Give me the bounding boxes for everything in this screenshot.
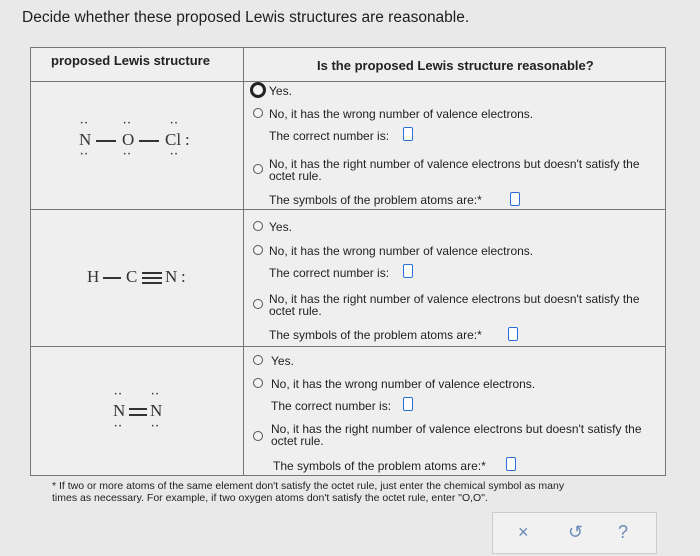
problem-atoms-label: The symbols of the problem atoms are:*	[269, 193, 482, 207]
option-yes: Yes.	[269, 84, 292, 98]
problem-atoms-input[interactable]	[508, 327, 518, 341]
lone-pair-dots: ··	[80, 118, 89, 129]
row-divider	[31, 346, 665, 347]
atom: H	[87, 267, 100, 286]
problem-atoms-input[interactable]	[506, 457, 516, 471]
atom: N	[79, 130, 92, 149]
radio-wrong-electrons[interactable]	[253, 245, 263, 255]
option-wrong-electrons: No, it has the wrong number of valence electrons.	[271, 377, 536, 391]
lone-pair-dots: ··	[151, 421, 160, 432]
option-octet-rule: No, it has the right number of valence electrons but doesn't satisfy the	[271, 422, 642, 436]
problem-atoms-input[interactable]	[510, 192, 520, 206]
option-wrong-electrons: No, it has the wrong number of valence electrons.	[269, 244, 534, 258]
single-bond	[103, 277, 121, 279]
correct-number-input[interactable]	[403, 397, 413, 411]
correct-number-label: The correct number is:	[269, 266, 390, 280]
option-octet-rule-cont: octet rule.	[269, 169, 322, 183]
radio-yes[interactable]	[253, 355, 263, 365]
footnote	[52, 480, 657, 504]
table-header	[31, 48, 665, 82]
structure-n2	[113, 389, 183, 432]
footnote-line-1: * If two or more atoms of the same element don't satisfy the octet rule, just enter the chemical symbol as many	[52, 480, 565, 492]
correct-number-input[interactable]	[403, 127, 413, 141]
lone-pair-dots: ··	[170, 118, 179, 129]
triple-bond-line	[142, 272, 162, 274]
structure-hcn	[87, 267, 207, 291]
atom: N	[165, 267, 178, 286]
option-yes: Yes.	[269, 220, 292, 234]
question-title: Decide whether these proposed Lewis structures are reasonable.	[22, 9, 470, 26]
triple-bond-line	[142, 277, 162, 279]
footnote-line-2: times as necessary. For example, if two oxygen atoms don't satisfy the octet rule, enter "O,O".	[52, 492, 488, 504]
radio-octet-rule[interactable]	[253, 164, 263, 174]
action-bar	[492, 512, 657, 554]
clear-button[interactable]: ×	[518, 522, 529, 542]
lone-pair-colon: :	[185, 130, 190, 149]
correct-number-label: The correct number is:	[271, 399, 392, 413]
column-header-structure: proposed Lewis structure	[51, 53, 210, 68]
atom: N	[150, 401, 163, 420]
single-bond	[96, 140, 116, 142]
lone-pair-colon: :	[181, 267, 186, 286]
help-button[interactable]: ?	[618, 522, 629, 542]
problem-atoms-label: The symbols of the problem atoms are:*	[273, 459, 486, 473]
problem-atoms-label: The symbols of the problem atoms are:*	[269, 328, 482, 342]
radio-yes-selected[interactable]	[250, 82, 266, 98]
lewis-table	[30, 47, 666, 476]
lone-pair-dots: ··	[114, 421, 123, 432]
atom: C	[126, 267, 138, 286]
double-bond-line	[129, 408, 147, 410]
lone-pair-dots: ··	[151, 389, 160, 400]
option-wrong-electrons: No, it has the wrong number of valence electrons.	[269, 107, 534, 121]
option-octet-rule: No, it has the right number of valence electrons but doesn't satisfy the	[269, 292, 640, 306]
column-divider	[243, 48, 244, 475]
radio-wrong-electrons[interactable]	[253, 378, 263, 388]
structure-nocl	[79, 118, 209, 160]
radio-octet-rule[interactable]	[253, 431, 263, 441]
column-header-reasonable: Is the proposed Lewis structure reasonable?	[317, 58, 594, 73]
lone-pair-dots: ··	[123, 118, 132, 129]
option-octet-rule-cont: octet rule.	[271, 434, 324, 448]
radio-wrong-electrons[interactable]	[253, 108, 263, 118]
correct-number-input[interactable]	[403, 264, 413, 278]
option-octet-rule-cont: octet rule.	[269, 304, 322, 318]
option-octet-rule: No, it has the right number of valence electrons but doesn't satisfy the	[269, 157, 640, 171]
radio-octet-rule[interactable]	[253, 299, 263, 309]
correct-number-label: The correct number is:	[269, 129, 390, 143]
row-divider	[31, 209, 665, 210]
triple-bond-line	[142, 282, 162, 284]
radio-yes[interactable]	[253, 221, 263, 231]
atom: O	[122, 130, 135, 149]
lone-pair-dots: ··	[80, 149, 89, 160]
undo-button[interactable]: ↺	[568, 522, 584, 542]
single-bond	[139, 140, 159, 142]
atom: N	[113, 401, 126, 420]
option-yes: Yes.	[271, 354, 294, 368]
lone-pair-dots: ··	[170, 149, 179, 160]
lone-pair-dots: ··	[114, 389, 123, 400]
lone-pair-dots: ··	[123, 149, 132, 160]
atom: Cl	[165, 130, 182, 149]
double-bond-line	[129, 414, 147, 416]
